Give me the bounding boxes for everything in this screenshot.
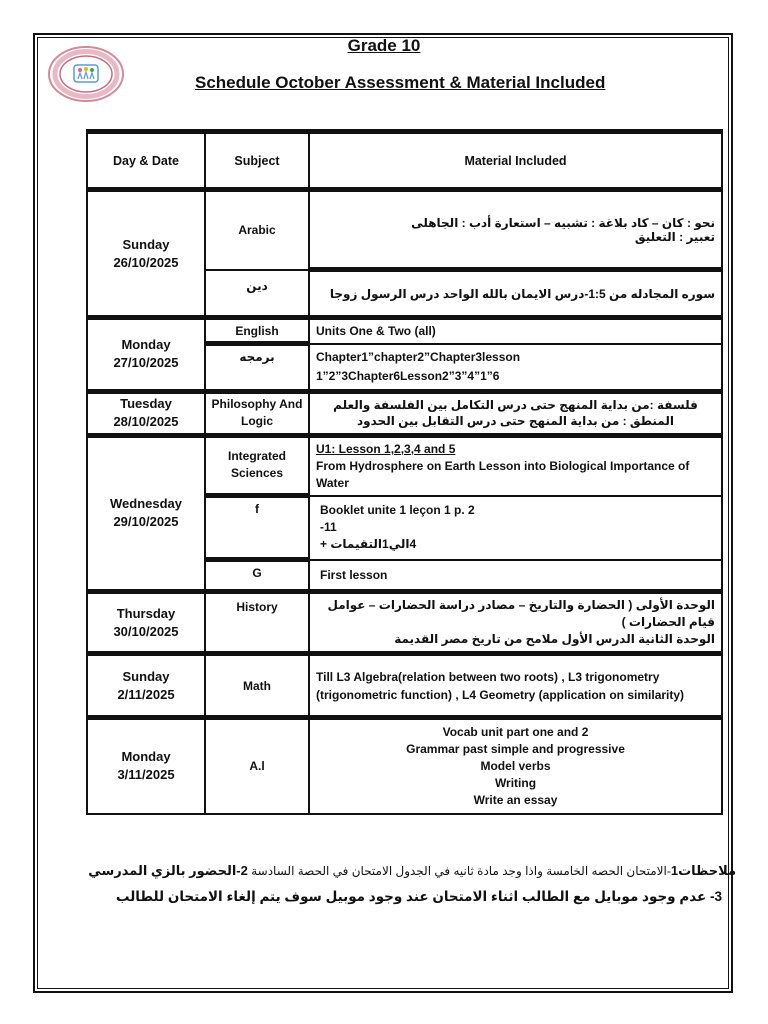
col-header-material: Material Included — [309, 132, 722, 190]
material-cell: U1: Lesson 1,2,3,4 and 5 From Hydrosphere on Earth Lesson into Biological Importance of Water — [309, 435, 722, 496]
material-cell: Chapter1”chapter2”Chapter3lesson 1”2”3Chapter6Lesson2”3”4”1”6 — [309, 344, 722, 392]
material-cell: سوره المجادله من 1:5-درس الايمان بالله الواحد درس الرسول زوجا — [309, 270, 722, 318]
col-header-day: Day & Date — [87, 132, 205, 190]
subject-cell: برمجه — [205, 344, 309, 392]
day-cell: Thursday 30/10/2025 — [87, 592, 205, 654]
subject-cell: Philosophy And Logic — [205, 391, 309, 435]
day-cell: Tuesday 28/10/2025 — [87, 391, 205, 435]
material-cell: Till L3 Algebra(relation between two roots) , L3 trigonometry (trigonometric function) , L4 Geometry (application on similarity) — [309, 654, 722, 718]
subject-cell: دين — [205, 270, 309, 318]
notes-line-1 — [80, 863, 736, 879]
notes-label: ملاحظات1 — [670, 863, 736, 878]
subject-cell: A.l — [205, 718, 309, 814]
material-cell: الوحدة الأولى ( الحضارة والتاريخ – مصادر دراسة الحضارات – عوامل قيام الحضارات ) الوحدة الثانية الدرس الأول ملامح من تاريخ مصر القديمة — [309, 592, 722, 654]
material-cell: First lesson — [309, 560, 722, 592]
subject-cell: History — [205, 592, 309, 654]
day-cell: Sunday 2/11/2025 — [87, 654, 205, 718]
subject-cell: Arabic — [205, 190, 309, 270]
subject-cell: f — [205, 496, 309, 560]
note-3: 3- عدم وجود موبايل مع الطالب اثناء الامتحان عند وجود موبيل سوف يتم إلغاء الامتحان للطالب — [115, 889, 722, 904]
col-header-subject: Subject — [205, 132, 309, 190]
material-cell: Vocab unit part one and 2 Grammar past simple and progressive Model verbs Writing Write an essay — [309, 718, 722, 814]
grade-heading: Grade 10 — [347, 36, 421, 55]
subject-cell: Math — [205, 654, 309, 718]
subject-cell: English — [205, 318, 309, 344]
day-cell: Wednesday 29/10/2025 — [87, 435, 205, 592]
day-cell: Monday 27/10/2025 — [87, 318, 205, 392]
material-cell: Booklet unite 1 leçon 1 p. 2 -11 4الي1التقيمات + — [309, 496, 722, 560]
subject-cell: Integrated Sciences — [205, 435, 309, 496]
day-cell: Monday 3/11/2025 — [87, 718, 205, 814]
note-2: 2-الحضور بالزي المدرسي — [88, 863, 248, 878]
day-cell: Sunday 26/10/2025 — [87, 190, 205, 318]
note-1: -الامتحان الحصه الخامسة واذا وجد مادة ثانيه في الجدول الامتحان في الحصة السادسة — [251, 864, 671, 878]
subject-cell: G — [205, 560, 309, 592]
schedule-title: Schedule October Assessment & Material Included — [195, 73, 606, 92]
schedule-table — [86, 129, 723, 815]
material-cell: نحو : كان – كاد بلاغة : تشبيه – استعارة أدب : الجاهلى تعبير : التعليق — [309, 190, 722, 270]
material-cell: Units One & Two (all) — [309, 318, 722, 344]
material-cell: فلسفة :من بداية المنهج حتى درس التكامل بين الفلسفة والعلم المنطق : من بداية المنهج حتى درس التقابل بين الحدود — [309, 391, 722, 435]
